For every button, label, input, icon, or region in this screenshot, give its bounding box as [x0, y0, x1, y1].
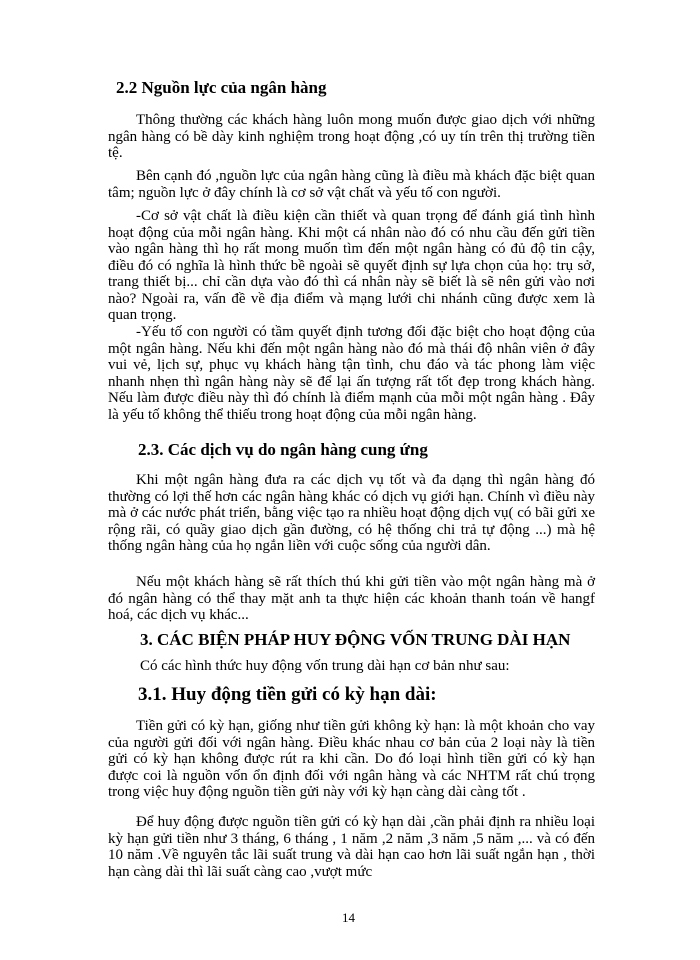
paragraph: Để huy động được nguồn tiền gửi có kỳ hạn dài ,cần phải định ra nhiều loại kỳ hạn gửi tiền như 3 tháng, 6 tháng , 1 năm ,2 năm ,3 năm ,5 năm ,... và có đến 10 năm .Về nguyên tắc lãi suất trung và dài hạn cao hơn lãi suất ngắn hạn , thời hạn càng dài thì lãi suất càng cao ,vượt mức — [108, 814, 595, 880]
paragraph: Tiền gửi có kỳ hạn, giống như tiền gửi không kỳ hạn: là một khoản cho vay của người gửi đối với ngân hàng. Điều khác nhau cơ bản của 2 loại này là tiền gửi có kỳ hạn không được rút ra khi cần. Do đó loại hình tiền gửi có kỳ hạn được coi là nguồn vốn ổn định đối với ngân hàng và các NHTM rất chú trọng trong việc huy động nguồn tiền gửi này với kỳ hạn càng dài càng tốt . — [108, 718, 595, 800]
page-number: 14 — [342, 910, 355, 925]
paragraph: Nếu một khách hàng sẽ rất thích thú khi gửi tiền vào một ngân hàng mà ở đó ngân hàng có thể thay mặt anh ta thực hiện các khoản thanh toán về hangf hoá, các dịch vụ khác... — [108, 574, 595, 623]
heading-2-2: 2.2 Nguồn lực của ngân hàng — [116, 78, 327, 97]
paragraph: Khi một ngân hàng đưa ra các dịch vụ tốt và đa dạng thì ngân hàng đó thường có lợi thế hơn các ngân hàng khác có dịch vụ giới hạn. Chính vì điều này mà ở các nước phát triển, bằng việc tạo ra nhiều hoạt động dịch vụ( có bãi gửi xe rộng rãi, có quầy giao dịch gần đường, có hệ thống chi trả tự động ...) mà hệ thống ngân hàng của họ ngắn liền với cuộc sống của người dân. — [108, 472, 595, 554]
paragraph: Bên cạnh đó ,nguồn lực của ngân hàng cũng là điều mà khách đặc biệt quan tâm; nguồn lực ở đây chính là cơ sở vật chất và yếu tố con người. — [108, 168, 595, 201]
intro-line: Có các hình thức huy động vốn trung dài hạn cơ bản như sau: — [140, 658, 510, 674]
heading-3-1: 3.1. Huy động tiền gửi có kỳ hạn dài: — [138, 684, 437, 705]
heading-3: 3. CÁC BIỆN PHÁP HUY ĐỘNG VỐN TRUNG DÀI HẠN — [140, 630, 571, 649]
paragraph: -Yếu tố con người có tầm quyết định tương đối đặc biệt cho hoạt động của một ngân hàng. Nếu khi đến một ngân hàng nào đó mà thái độ nhân viên ở đây vui vẻ, lịch sự, phục vụ khách hàng tận tình, chu đáo và tác phong làm việc nhanh nhẹn thì ngân hàng này sẽ để lại ấn tượng rất tốt đẹp trong khách hàng. Nếu làm được điều này thì đó chính là điểm mạnh của mỗi một ngân hàng . Đây là yếu tố không thể thiếu trong hoạt động của mỗi ngân hàng. — [108, 324, 595, 423]
paragraph: Thông thường các khách hàng luôn mong muốn được giao dịch với những ngân hàng có bề dày kinh nghiệm trong hoạt động ,có uy tín trên thị trường tiền tệ. — [108, 112, 595, 161]
paragraph: -Cơ sở vật chất là điều kiện cần thiết và quan trọng để đánh giá tình hình hoạt động của mỗi ngân hàng. Khi một cá nhân nào đó có nhu cầu đến gửi tiền vào ngân hàng thì họ rất mong muốn tìm đến một ngân hàng có đủ độ tin cậy, điều đó có nghĩa là hình thức bề ngoài sẽ quyết định sự lựa chọn của họ: trụ sở, trang thiết bị... chỉ cần dựa vào đó thì cá nhân này sẽ biết là sẽ nên gửi vào nơi nào? Ngoài ra, vấn đề về địa điểm và mạng lưới chi nhánh cũng được xem là quan trọng. — [108, 208, 595, 323]
heading-2-3: 2.3. Các dịch vụ do ngân hàng cung ứng — [138, 440, 428, 459]
